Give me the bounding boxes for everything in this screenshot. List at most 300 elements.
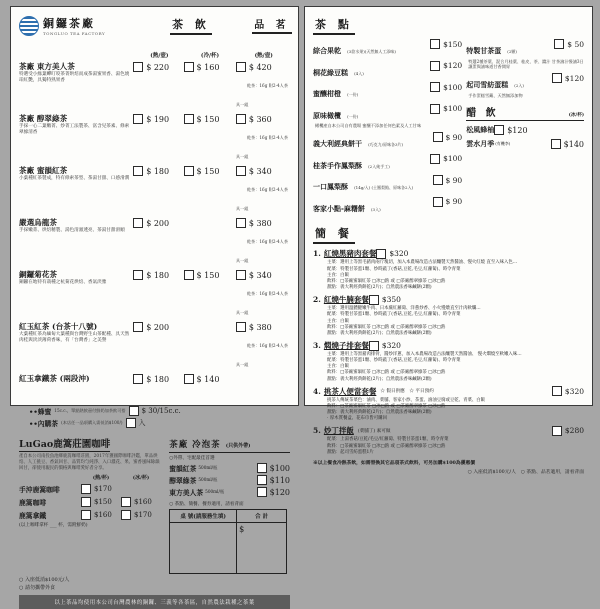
coldbrew-price: $120 — [269, 487, 290, 497]
meal-detail-line: 主食：白飯 — [327, 318, 349, 324]
section-title-premium-tea: 品 茗 — [252, 16, 291, 34]
menu-page-right — [304, 6, 593, 475]
meal-price-cell — [369, 341, 401, 351]
meal-item — [313, 425, 584, 455]
snack-price-cell — [433, 132, 463, 142]
addon-name: ••蜂蜜 — [29, 408, 52, 416]
tea-description: 小葉種紅茶製成，特有條索茶型、茶湯甘甜、口感滑潤 — [19, 176, 130, 181]
checkbox-icon[interactable] — [133, 270, 143, 280]
checkbox-icon[interactable] — [552, 386, 562, 396]
menu-page-left — [10, 6, 299, 606]
snack-note: (2入純手工) — [368, 163, 390, 169]
tea-list — [19, 61, 290, 403]
meal-list — [313, 248, 584, 455]
meal-name: 燜燒子排套餐 — [323, 341, 369, 351]
addon-note: 15c.c.，單點熱飲壺付鮮奶加茶飲可搭 — [54, 408, 126, 413]
vinegar-section-header — [466, 104, 584, 121]
snack-note: (4入) — [354, 70, 364, 76]
coldbrew-row — [169, 487, 290, 497]
snack-item — [313, 196, 462, 215]
vinegar-price: $140 — [563, 139, 584, 149]
meal-detail-line: 甜點：義大利經典餅乾(2片)；自然農法香味鹹餅(2顆) — [327, 285, 432, 291]
coldbrew-size: 500ml/瓶 — [198, 465, 218, 470]
brand-name: 銅鑼茶廠 — [43, 17, 95, 30]
snack-footnote: 手作蛋糕雪藏、天然無添加物 — [468, 92, 523, 98]
left-page-header — [19, 13, 290, 53]
coldbrew-size: 500ml/瓶 — [205, 489, 225, 494]
snack-item — [313, 153, 462, 172]
coffee-hot-price: $160 — [94, 510, 112, 519]
order-table-number-cell[interactable] — [170, 523, 237, 574]
snack-price-cell — [430, 39, 462, 49]
snack-name: 一口鳳梨酥 — [313, 182, 348, 192]
premium-tea-note: 乾茶：16g 附2-4人茶具一組 — [235, 343, 289, 367]
checkbox-icon[interactable] — [81, 484, 91, 494]
minimum-charge-note: ○ 入座低消$100元/人 — [19, 577, 70, 583]
coffee-hot-price-cell — [81, 497, 121, 507]
checkbox-icon[interactable] — [430, 154, 440, 164]
section-title-set-meals: 簡 餐 — [313, 225, 355, 244]
snack-name: 桐花綠豆糕 — [313, 67, 348, 77]
checkbox-icon[interactable] — [376, 249, 386, 259]
meal-price: $350 — [381, 295, 401, 305]
snack-right-items — [466, 38, 584, 98]
snack-name: 起司雪紡蛋糕 — [466, 80, 509, 90]
premium-tea-price: $ 380 — [248, 218, 272, 228]
tea-description: 手採一心二葉嫩菁、炒菁工法製茶、富含兒茶素、條索翠綠清香 — [19, 124, 130, 135]
tea-origin-banner: 以上茶品均使用本公司台灣農林的銅鑼、三義等各茶區，自然農法栽種之茶葉 — [19, 595, 290, 609]
tea-cold-price-cell — [184, 270, 234, 280]
tea-name: 紅玉紅茶 (台茶十八號) — [19, 322, 98, 331]
tea-description: 銅鑼在地特有栽種之杭菊花烘焙、香氣淡雅 — [19, 280, 107, 285]
vinegar-name: 松風蜂柚 — [466, 125, 495, 135]
brand-logo-icon — [19, 16, 39, 36]
addon-list — [19, 406, 290, 428]
snack-price: $100 — [443, 82, 463, 92]
meal-badge: (菜脯丁) 素可做 — [357, 428, 391, 434]
coffee-name: 鹿篙咖啡 — [19, 498, 47, 507]
meal-detail-line: 飲料：□茶廠蜜韻紅茶 □冰□熱 或 □茶廠醇翠綠茶 □冰□熱 — [327, 370, 446, 376]
coldbrew-takeout-note: (只供外帶) — [225, 443, 251, 449]
tea-name: 紅玉拿鐵茶 (兩段沖) — [19, 374, 90, 383]
checkbox-icon[interactable] — [184, 374, 194, 384]
coldbrew-price: $110 — [269, 475, 290, 485]
tea-cold-price: $ 150 — [196, 114, 220, 124]
col-premium-hot-pot: (熱/壺) — [254, 53, 273, 59]
checkbox-icon[interactable] — [430, 82, 440, 92]
meal-detail-line: 甜點：義大利經典餅乾(2片)；自然農法香味鹹餅(2顆) — [327, 376, 432, 382]
checkbox-icon[interactable] — [494, 125, 504, 135]
meal-detail-line: 甜點：起司雪紡蛋糕1片 — [327, 449, 374, 455]
coldbrew-name: 蜜韻紅茶 — [169, 465, 197, 473]
tea-row — [19, 321, 290, 370]
vinegar-note: (有機李) — [495, 141, 511, 147]
addon-name: ••內購茶 — [29, 420, 59, 428]
meal-detail-line: 甜點：義大利經典餅乾(2片)；自然農法香味鹹餅(2顆) — [327, 410, 432, 416]
coffee-row — [19, 497, 163, 507]
meal-number: 2. — [313, 295, 321, 305]
tea-cold-price-cell — [184, 166, 234, 176]
meal-number: 4. — [313, 386, 321, 396]
premium-tea-note: 乾茶：16g 附2-4人茶具一組 — [235, 291, 289, 315]
snack-item — [313, 38, 462, 57]
right-page-bottom-notes: ○ 入座低消$100元/人 ○ 茶點、品茗適用，請看背面 — [467, 469, 584, 475]
checkbox-icon[interactable] — [369, 295, 379, 305]
coffee-iced-price-cell — [121, 497, 161, 507]
checkbox-icon[interactable] — [430, 61, 440, 71]
checkbox-icon[interactable] — [133, 322, 143, 332]
addon-price: 入 — [138, 419, 146, 427]
checkbox-icon[interactable] — [184, 166, 194, 176]
coffee-hot-price: $150 — [94, 497, 112, 506]
snack-list-right — [466, 38, 584, 217]
checkbox-icon[interactable] — [184, 62, 194, 72]
meal-name: 紅燒牛腩套餐 — [323, 295, 369, 305]
checkbox-icon[interactable] — [81, 497, 91, 507]
checkbox-icon[interactable] — [552, 73, 562, 83]
snack-zone — [313, 38, 584, 217]
order-table-col-total: 合 計 — [237, 510, 287, 523]
tea-cold-price: $ 150 — [196, 270, 220, 280]
meal-detail-line: · 厚木質餐盒、花布巾皆可購回 — [327, 416, 387, 422]
snack-item — [313, 60, 462, 79]
meal-substitution-note: ※以上餐食冷熱茶飲，如需替換其它品項茶式飲料，可另加購$100為優惠價 — [313, 459, 476, 466]
tea-hot-price: $ 190 — [146, 114, 170, 124]
snack-name: 蜜釀柑橙 — [313, 89, 341, 98]
section-title-vinegar-drinks: 醋 飲 — [466, 108, 499, 120]
no-outside-food-note: ○ 請勿攜帶外食 — [19, 584, 55, 591]
coldbrew-and-order — [169, 432, 290, 574]
premium-tea-cell — [236, 114, 290, 162]
checkbox-icon[interactable] — [236, 270, 246, 280]
tea-name: 嚴選烏龍茶 — [19, 218, 57, 227]
order-table-col-table-number: 桌 號(請服務生填) — [170, 510, 237, 523]
checkbox-icon[interactable] — [433, 175, 443, 185]
snack-note: (14g/入) (土鳳梨餡、原味各2入) — [354, 185, 414, 191]
snack-price: $ 90 — [445, 175, 463, 185]
meal-detail-lines — [327, 398, 584, 423]
coldbrew-size: 500ml/瓶 — [198, 477, 218, 482]
coffee-col-iced: (冰/杯) — [132, 474, 150, 481]
checkbox-icon[interactable] — [126, 418, 136, 428]
coffee-row — [19, 484, 163, 494]
tea-hot-price-cell — [133, 322, 183, 332]
tea-cold-price: $ 140 — [196, 374, 220, 384]
meal-name: 挑茶人便當套餐 — [323, 386, 377, 396]
tea-row — [19, 269, 290, 318]
snack-note: (3款水果)(天然無人工添味) — [347, 49, 396, 54]
tea-description: 手採嫩菁、烘焙精製、湯色清澈透亮、茶湯甘甜滑順 — [19, 228, 125, 233]
checkbox-icon[interactable] — [184, 270, 194, 280]
coffee-column-headers — [19, 474, 163, 481]
brand-logo — [19, 15, 105, 36]
tea-hot-price: $ 220 — [146, 62, 170, 72]
premium-tea-note: 乾茶：16g 附2-4人茶具一組 — [235, 135, 289, 159]
tea-cold-price-cell — [184, 374, 234, 384]
snack-note: (一份) — [347, 92, 359, 97]
meal-detail-line: 主食：白飯 — [327, 272, 349, 278]
snack-footnote: 特選2種茶葉、混合月桂葉、桂皮、茶、醬汁 甘茶滷汁慢滷3日讓蛋與滷味道甘香開胃 — [468, 58, 584, 69]
snack-note: (2顆) — [507, 49, 517, 54]
meal-price-cell — [552, 386, 584, 396]
meal-price-cell — [369, 295, 401, 305]
coffee-hot-price-cell — [81, 484, 121, 494]
checkbox-icon[interactable] — [133, 218, 143, 228]
checkbox-icon[interactable] — [129, 406, 139, 416]
snack-name: 客家小點-麻糬餅 — [313, 203, 365, 213]
tea-row — [19, 373, 290, 403]
checkbox-icon[interactable] — [236, 62, 246, 72]
checkbox-icon[interactable] — [133, 114, 143, 124]
addon-note: (本店任一品項購入需低消$100/) — [61, 420, 123, 425]
snack-price-cell — [433, 175, 463, 185]
checkbox-icon[interactable] — [236, 166, 246, 176]
col-cold-cup: (冷/杯) — [200, 53, 220, 59]
tea-description: 大葉種紅茶為緬甸大葉種與台灣野生山茶配種、具天然肉桂與淡淡薄荷香味，有「台灣香」之美譽 — [19, 332, 130, 343]
premium-tea-cell — [236, 166, 290, 214]
coldbrew-section-title: 茶廠 冷泡茶 — [169, 440, 221, 450]
tea-hot-price-cell — [133, 114, 183, 124]
tea-hot-price-cell — [133, 374, 183, 384]
snack-price-cell — [430, 154, 462, 164]
meal-number: 3. — [313, 341, 321, 351]
meal-detail-line: 主食：白飯 — [327, 364, 349, 370]
tea-row — [19, 113, 290, 162]
meal-detail-line: 甜點：義大利經典餅乾(2片)；自然農法香味鹹餅(2顆) — [327, 330, 432, 336]
snack-price-cell — [552, 73, 584, 83]
addon-row — [29, 418, 290, 428]
checkbox-icon[interactable] — [257, 463, 267, 473]
meal-item — [313, 294, 584, 337]
checkbox-icon[interactable] — [81, 510, 91, 520]
tea-row — [19, 217, 290, 266]
meal-detail-line: 飲料：□茶廠蜜韻紅茶 □冰□熱 或 □茶廠醇翠綠茶 □冰□熱 — [327, 278, 446, 284]
snack-item — [313, 131, 462, 150]
addon-row — [29, 406, 290, 416]
snack-price: $ 90 — [445, 132, 463, 142]
coldbrew-price: $100 — [269, 463, 290, 473]
checkbox-icon[interactable] — [121, 497, 131, 507]
col-hot-pot: (熱/壺) — [150, 53, 169, 59]
checkbox-icon[interactable] — [236, 322, 246, 332]
checkbox-icon[interactable] — [430, 104, 440, 114]
coffee-hot-price-cell — [81, 510, 121, 520]
snack-note: (3入) — [371, 206, 381, 212]
meal-price-cell — [552, 426, 584, 436]
checkbox-icon[interactable] — [433, 132, 443, 142]
premium-tea-cell — [236, 218, 290, 266]
order-backside-note: ○ 茶點、簡餐、餐券適用，請看背面 — [169, 502, 244, 507]
snack-price: $ 90 — [445, 197, 463, 207]
snack-price: $120 — [564, 73, 584, 83]
vinegar-list — [466, 125, 584, 149]
snack-price-cell — [430, 82, 462, 92]
premium-tea-cell — [236, 62, 290, 110]
tea-hot-price: $ 200 — [146, 218, 170, 228]
premium-tea-cell — [236, 270, 290, 318]
meal-detail-line: 主菜：選用上等黑豬肉排骨，醬炒洋蔥，加入本農場改造古法釀製天然醬油、 慢火燜燒至軟嫩入味… — [327, 352, 522, 358]
checkbox-icon[interactable] — [184, 114, 194, 124]
meal-detail-lines — [327, 352, 584, 383]
tea-cold-price: $ 150 — [196, 166, 220, 176]
left-bottom-zone — [19, 432, 290, 574]
meal-price: $320 — [564, 386, 584, 396]
tea-hot-price-cell — [133, 218, 183, 228]
snack-note: (巧克力/原味各3片) — [368, 142, 404, 148]
checkbox-icon[interactable] — [236, 218, 246, 228]
meal-detail-line: 配菜：特製甘茶蛋1顆、炒時蔬丁(香菇,豆乾,毛豆,紅蘿蔔)、時令青菜 — [327, 266, 461, 272]
coffee-list — [19, 484, 163, 520]
checkbox-icon[interactable] — [433, 197, 443, 207]
coffee-section-title: LuGao鹿篙莊園咖啡 — [19, 436, 110, 452]
tea-description: 特選受小綠葉蟬叮咬茶菁烘焙而成茶湯蜜果香、湯色琥珀紅艷，具獨特熟果香 — [19, 72, 130, 83]
premium-tea-price: $ 360 — [248, 114, 272, 124]
section-title-tea-drinks: 茶 飲 — [170, 16, 212, 35]
premium-tea-note: 乾茶：16g 附2-4人茶具一組 — [235, 83, 289, 107]
coffee-name: 手沖鹿篙咖啡 — [19, 485, 60, 494]
coffee-iced-price: $160 — [134, 497, 152, 506]
meal-detail-line: 配菜：上湯香菇/豆乾/毛豆/紅蘿蔔、特製甘茶蛋1顆、時令青菜 — [327, 437, 449, 443]
tea-name: 茶廠 醇翠綠茶 — [19, 114, 68, 123]
checkbox-icon[interactable] — [236, 114, 246, 124]
checkbox-icon[interactable] — [257, 487, 267, 497]
premium-tea-cell — [236, 322, 290, 370]
coldbrew-subnote: ○外帶、宅配最佳首選 — [169, 456, 215, 461]
snack-price: $150 — [443, 39, 463, 49]
coffee-iced-price: $170 — [134, 510, 152, 519]
checkbox-icon[interactable] — [133, 166, 143, 176]
addon-price: $ 30/15c.c. — [141, 407, 181, 415]
meal-badge: ☆ 假日供應 ☆ 平日預約 — [380, 389, 434, 395]
meal-detail-lines — [327, 260, 584, 291]
vinegar-price: $120 — [507, 125, 528, 135]
premium-tea-note: 乾茶：16g 附2-4人茶具一組 — [235, 239, 289, 263]
coffee-hot-price: $170 — [94, 484, 112, 493]
premium-tea-price: $ 340 — [248, 166, 272, 176]
coffee-iced-price-cell — [121, 510, 161, 520]
tea-name: 茶廠 蜜韻紅茶 — [19, 166, 68, 175]
meal-detail-lines — [327, 306, 584, 337]
tea-hot-price: $ 200 — [146, 322, 170, 332]
meal-price: $280 — [564, 426, 584, 436]
checkbox-icon[interactable] — [552, 426, 562, 436]
checkbox-icon[interactable] — [554, 39, 564, 49]
snack-name: 綜合果乾 — [313, 46, 341, 55]
snack-name: 特製甘茶蛋 — [466, 46, 502, 55]
coffee-col-hot: (熱/杯) — [92, 474, 110, 481]
snack-item — [313, 81, 462, 100]
left-page-notes — [19, 577, 290, 592]
checkbox-icon[interactable] — [133, 62, 143, 72]
order-total-table — [169, 509, 287, 574]
tea-cold-price-cell — [184, 114, 234, 124]
snack-list-left — [313, 38, 462, 217]
snack-name: 義大利經典餅干 — [313, 139, 362, 149]
tea-row — [19, 165, 290, 214]
meal-name: 紅燒黑豬肉套餐 — [323, 249, 377, 259]
brand-subtitle: TONGLUO TEA FACTORY — [43, 31, 106, 36]
coffee-name: 鹿篙拿鐵 — [19, 511, 47, 520]
checkbox-icon[interactable] — [369, 341, 379, 351]
meal-price: $320 — [381, 341, 401, 351]
meal-detail-line: 飲料：□茶廠蜜韻紅茶 □冰□熱 或 □茶廠醇翠綠茶 □冰□熱 — [327, 443, 446, 449]
meal-item — [313, 340, 584, 383]
snack-item — [313, 103, 462, 129]
coldbrew-row — [169, 475, 290, 485]
tea-cold-price-cell — [184, 62, 234, 72]
meal-detail-line: 主菜：選用上等黑毛豬肉兩斤塊切，加入本農場改造古法釀製天然醬油、慢火紅燒 直至入味入色… — [327, 260, 518, 266]
coffee-description: 產自本公司南投魚池鄉鹿篙咖啡莊園，2017年獲國際咖啡評鑑，單品烘焙、人工挑豆、香氣回甘、品質均勻純淨、入口濃花、果、蜜香風味餘韻回甘，卻使用親民的價格與咖啡愛好者分享。 — [19, 454, 160, 471]
snack-item — [466, 72, 584, 98]
meal-detail-line: 主菜：選用溫體腱嫩牛肉、日本蕪紅蘿蔔、洋蔥炒香、小火慢燉直至汁肉軟爛… — [327, 306, 481, 312]
tea-name: 銅鑼菊花茶 — [19, 270, 57, 279]
coldbrew-name: 東方美人茶 — [169, 489, 204, 497]
tea-name: 茶廠 東方美人茶 — [19, 62, 75, 71]
meal-price-cell — [376, 249, 408, 259]
snack-price-cell — [433, 197, 463, 207]
coldbrew-name: 醇翠綠茶 — [169, 477, 197, 485]
snack-price: $100 — [443, 104, 463, 113]
meal-name: 炒丁拌飯 — [323, 426, 354, 436]
meal-detail-line: 配菜：特製甘茶蛋1顆、炒時蔬丁(香菇,豆乾,毛豆,紅蘿蔔)、時令青菜 — [327, 358, 461, 364]
checkbox-icon[interactable] — [257, 475, 267, 485]
meal-price: $320 — [389, 249, 409, 259]
checkbox-icon[interactable] — [430, 39, 440, 49]
snack-price-cell — [430, 61, 462, 71]
premium-tea-price: $ 380 — [248, 322, 272, 332]
checkbox-icon[interactable] — [551, 139, 561, 149]
section-title-tea-snacks: 茶 點 — [313, 16, 355, 35]
checkbox-icon[interactable] — [121, 510, 131, 520]
tea-hot-price-cell — [133, 270, 183, 280]
snack-name: 桂茶手作鳳梨酥 — [313, 160, 362, 170]
tea-hot-price: $ 180 — [146, 270, 170, 280]
coffee-section — [19, 432, 163, 574]
tea-cold-price: $ 160 — [196, 62, 220, 72]
meal-item — [313, 386, 584, 423]
meal-number: 1. — [313, 249, 321, 259]
snack-price-cell — [430, 104, 462, 114]
meal-detail-line: 飲料：□茶廠蜜韻紅茶 □冰□熱 或 □茶廠醇翠綠茶 □冰□熱 — [327, 403, 446, 409]
snack-note: (2入) — [514, 83, 524, 89]
checkbox-icon[interactable] — [133, 374, 143, 384]
meal-number: 5. — [313, 426, 321, 436]
vinegar-row — [466, 139, 584, 149]
vinegar-row — [466, 125, 584, 135]
premium-tea-price: $ 340 — [248, 270, 272, 280]
premium-tea-note: 乾茶：16g 附2-4人茶具一組 — [235, 187, 289, 211]
coffee-row — [19, 510, 163, 520]
snack-price: $120 — [443, 61, 463, 70]
vinegar-col-iced-cup: (冰/杯) — [568, 113, 584, 119]
tea-hot-price-cell — [133, 62, 183, 72]
meal-detail-line: 配菜：特製甘茶蛋1顆、炒時蔬丁(香菇,豆乾,毛豆,紅蘿蔔)、時令青菜 — [327, 312, 461, 318]
tea-hot-price: $ 180 — [146, 166, 170, 176]
tea-hot-price: $ 180 — [146, 374, 170, 384]
snack-note: (一份) — [347, 113, 359, 119]
meal-item — [313, 248, 584, 291]
snack-item — [466, 38, 584, 69]
snack-price: $100 — [443, 154, 463, 164]
meal-detail-lines — [327, 437, 584, 455]
tea-hot-price-cell — [133, 166, 183, 176]
coldbrew-list — [169, 463, 290, 497]
premium-tea-price: $ 420 — [248, 62, 272, 72]
coldbrew-row — [169, 463, 290, 473]
snack-footnote: 橄欖產自本公司自有農場 蜜釀不添加任何色素及人工甘味 — [315, 123, 422, 128]
order-total-cell[interactable]: $ — [237, 523, 287, 574]
tea-row — [19, 61, 290, 110]
